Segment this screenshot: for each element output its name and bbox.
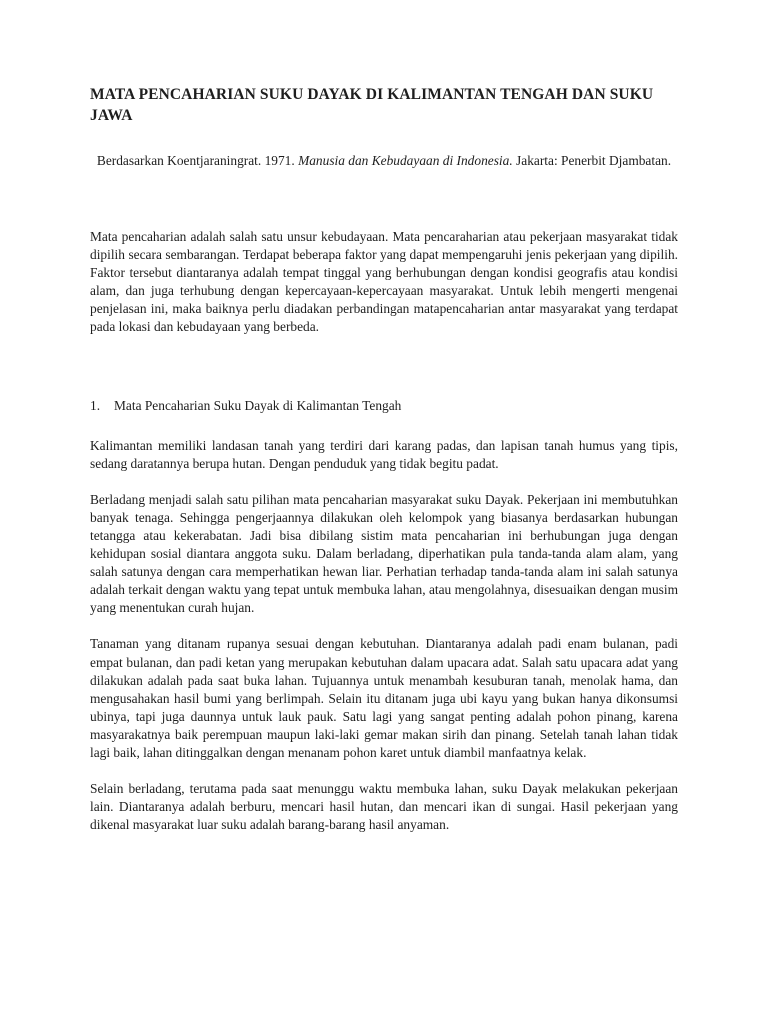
citation: [90, 152, 678, 170]
intro-paragraph: Mata pencaharian adalah salah satu unsur kebudayaan. Mata pencaraharian atau pekerjaan masyarakat tidak dipilih secara sembarangan. Terdapat beberapa faktor yang dapat mempengaruhi jenis pekerjaan yang dipilih. Faktor tersebut diantaranya adalah tempat tinggal yang berhubungan dengan kondisi geografis atau kondisi alam, dan juga terhubung dengan kepercayaan-kepercayaan masyarakat. Untuk lebih mengerti mengenai penjelasan ini, maka baiknya perlu diadakan perbandingan matapencaharian antar masyarakat yang terdapat pada lokasi dan kebudayaan yang berbeda.: [90, 229, 678, 335]
body-paragraph: Kalimantan memiliki landasan tanah yang terdiri dari karang padas, dan lapisan tanah humus yang tipis, sedang daratannya berupa hutan. Dengan penduduk yang tidak begitu padat.: [90, 437, 678, 471]
section-number: 1.: [90, 397, 101, 413]
body-paragraph: Berladang menjadi salah satu pilihan mata pencaharian masyarakat suku Dayak. Pekerjaan ini membutuhkan banyak tenaga. Sehingga pengerjaannya dilakukan oleh kelompok yang biasanya berdasarkan hubungan tetangga atau kekerabatan. Jadi bisa dibilang sistim mata pencaharian ini berhubungan juga dengan kehidupan sosial diantara anggota suku. Dalam berladang, diperhatikan pula tanda-tanda alam alam, yang salah satunya dengan cara memperhatikan hewan liar. Perhatian terhadap tanda-tanda alam ini salah satunya adalah terkait dengan waktu yang tepat untuk membuka lahan, atau mengolahnya, disesuaikan dengan musim yang menentukan curah hujan.: [90, 491, 678, 616]
citation-book-title: Manusia dan Kebudayaan di Indonesia.: [298, 153, 513, 168]
body-paragraph: Tanaman yang ditanam rupanya sesuai dengan kebutuhan. Diantaranya adalah padi enam bulanan, padi empat bulanan, dan padi ketan yang merupakan kebutuhan dalam upacara adat. Salah satu upacara adat yang dilakukan adalah pada saat buka lahan. Tujuannya untuk menambah kesuburan tanah, menolak hama, dan mengusahakan hasil bumi yang berlimpah. Selain itu ditanam juga ubi kayu yang bukan hanya dikonsumsi ubinya, tapi juga daunnya untuk lauk pauk. Satu lagi yang sangat penting adalah pohon pinang, karena masyarakatnya baik perempuan maupun laki-laki gemar makan sirih dan pinang. Setelah tanah lahan tidak lagi baik, lahan ditinggalkan dengan menanam pohon karet untuk diambil manfaatnya kelak.: [90, 636, 678, 760]
body-paragraph: Selain berladang, terutama pada saat menunggu waktu membuka lahan, suku Dayak melakukan pekerjaan lain. Diantaranya adalah berburu, mencari hasil hutan, dan mencari ikan di sungai. Hasil pekerjaan yang dikenal masyarakat luar suku adalah barang-barang hasil anyaman.: [90, 781, 678, 833]
citation-suffix: Jakarta: Penerbit Djambatan.: [512, 153, 672, 168]
citation-prefix: Berdasarkan Koentjaraningrat. 1971.: [96, 153, 299, 168]
section-heading: [90, 397, 678, 415]
document-title: MATA PENCAHARIAN SUKU DAYAK DI KALIMANTAN TENGAH DAN SUKU JAWA: [90, 86, 654, 124]
section-heading-text: Mata Pencaharian Suku Dayak di Kalimantan Tengah: [114, 397, 402, 413]
